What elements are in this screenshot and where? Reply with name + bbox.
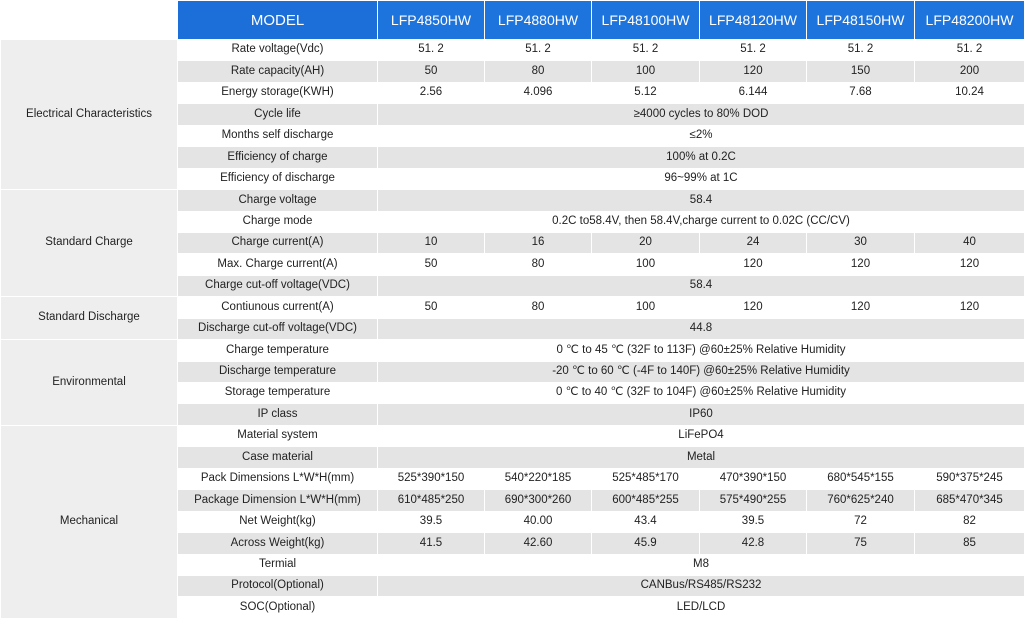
value-cell: 760*625*240 bbox=[807, 490, 915, 511]
group-label: Environmental bbox=[1, 340, 178, 426]
value-cell: 120 bbox=[807, 297, 915, 318]
value-cell: 100 bbox=[592, 254, 700, 275]
value-cell: 10 bbox=[378, 232, 485, 253]
value-cell: 120 bbox=[700, 297, 807, 318]
value-cell: 43.4 bbox=[592, 511, 700, 532]
parameter-label: Charge temperature bbox=[178, 340, 378, 361]
parameter-label: Energy storage(KWH) bbox=[178, 82, 378, 103]
parameter-label: Discharge temperature bbox=[178, 361, 378, 382]
value-cell: 30 bbox=[807, 232, 915, 253]
value-cell: 540*220*185 bbox=[485, 468, 592, 489]
table-row bbox=[1, 297, 1024, 318]
shared-value-cell: -20 ℃ to 60 ℃ (-4F to 140F) @60±25% Relative Humidity bbox=[378, 361, 1024, 382]
value-cell: 39.5 bbox=[378, 511, 485, 532]
value-cell: 120 bbox=[915, 254, 1024, 275]
value-cell: 80 bbox=[485, 61, 592, 82]
header-blank-cell bbox=[1, 1, 178, 40]
value-cell: 150 bbox=[807, 61, 915, 82]
group-label: Electrical Characteristics bbox=[1, 40, 178, 190]
parameter-label: SOC(Optional) bbox=[178, 597, 378, 619]
parameter-label: Months self discharge bbox=[178, 125, 378, 146]
value-cell: 610*485*250 bbox=[378, 490, 485, 511]
value-cell: 120 bbox=[807, 254, 915, 275]
parameter-label: Protocol(Optional) bbox=[178, 575, 378, 596]
parameter-label: Efficiency of discharge bbox=[178, 168, 378, 189]
shared-value-cell: 96~99% at 1C bbox=[378, 168, 1024, 189]
parameter-label: Rate voltage(Vdc) bbox=[178, 40, 378, 61]
value-cell: 51. 2 bbox=[378, 40, 485, 61]
shared-value-cell: ≤2% bbox=[378, 125, 1024, 146]
value-cell: 120 bbox=[700, 61, 807, 82]
parameter-label: Net Weight(kg) bbox=[178, 511, 378, 532]
group-label: Standard Discharge bbox=[1, 297, 178, 340]
value-cell: 2.56 bbox=[378, 82, 485, 103]
value-cell: 120 bbox=[700, 254, 807, 275]
shared-value-cell: CANBus/RS485/RS232 bbox=[378, 575, 1024, 596]
value-cell: 600*485*255 bbox=[592, 490, 700, 511]
value-cell: 590*375*245 bbox=[915, 468, 1024, 489]
parameter-label: Termial bbox=[178, 554, 378, 575]
value-cell: 16 bbox=[485, 232, 592, 253]
value-cell: 200 bbox=[915, 61, 1024, 82]
value-cell: 82 bbox=[915, 511, 1024, 532]
value-cell: 40.00 bbox=[485, 511, 592, 532]
parameter-label: Rate capacity(AH) bbox=[178, 61, 378, 82]
value-cell: 100 bbox=[592, 297, 700, 318]
value-cell: 100 bbox=[592, 61, 700, 82]
parameter-label: Charge current(A) bbox=[178, 232, 378, 253]
value-cell: 80 bbox=[485, 297, 592, 318]
value-cell: 10.24 bbox=[915, 82, 1024, 103]
parameter-label: Charge cut-off voltage(VDC) bbox=[178, 275, 378, 296]
value-cell: 51. 2 bbox=[592, 40, 700, 61]
shared-value-cell: 0.2C to58.4V, then 58.4V,charge current to 0.02C (CC/CV) bbox=[378, 211, 1024, 232]
value-cell: 685*470*345 bbox=[915, 490, 1024, 511]
value-cell: 50 bbox=[378, 297, 485, 318]
value-cell: 50 bbox=[378, 61, 485, 82]
parameter-label: Material system bbox=[178, 425, 378, 446]
parameter-label: Across Weight(kg) bbox=[178, 533, 378, 554]
variant-header-lfp48100hw: LFP48100HW bbox=[592, 1, 700, 40]
table-row bbox=[1, 190, 1024, 211]
shared-value-cell: IP60 bbox=[378, 404, 1024, 425]
parameter-label: Cycle life bbox=[178, 104, 378, 125]
model-header: MODEL bbox=[178, 1, 378, 40]
value-cell: 680*545*155 bbox=[807, 468, 915, 489]
shared-value-cell: 100% at 0.2C bbox=[378, 147, 1024, 168]
value-cell: 6.144 bbox=[700, 82, 807, 103]
spec-table-body bbox=[1, 40, 1024, 619]
shared-value-cell: 0 ℃ to 45 ℃ (32F to 113F) @60±25% Relative Humidity bbox=[378, 340, 1024, 361]
group-label: Mechanical bbox=[1, 425, 178, 618]
value-cell: 80 bbox=[485, 254, 592, 275]
shared-value-cell: M8 bbox=[378, 554, 1024, 575]
value-cell: 690*300*260 bbox=[485, 490, 592, 511]
value-cell: 20 bbox=[592, 232, 700, 253]
variant-header-lfp48120hw: LFP48120HW bbox=[700, 1, 807, 40]
parameter-label: Pack Dimensions L*W*H(mm) bbox=[178, 468, 378, 489]
value-cell: 41.5 bbox=[378, 533, 485, 554]
variant-header-lfp48150hw: LFP48150HW bbox=[807, 1, 915, 40]
value-cell: 7.68 bbox=[807, 82, 915, 103]
shared-value-cell: 0 ℃ to 40 ℃ (32F to 104F) @60±25% Relative Humidity bbox=[378, 383, 1024, 404]
value-cell: 39.5 bbox=[700, 511, 807, 532]
table-row bbox=[1, 425, 1024, 446]
value-cell: 51. 2 bbox=[915, 40, 1024, 61]
shared-value-cell: LED/LCD bbox=[378, 597, 1024, 619]
variant-header-lfp48200hw: LFP48200HW bbox=[915, 1, 1024, 40]
value-cell: 120 bbox=[915, 297, 1024, 318]
parameter-label: Case material bbox=[178, 447, 378, 468]
shared-value-cell: ≥4000 cycles to 80% DOD bbox=[378, 104, 1024, 125]
value-cell: 51. 2 bbox=[485, 40, 592, 61]
value-cell: 470*390*150 bbox=[700, 468, 807, 489]
shared-value-cell: 58.4 bbox=[378, 190, 1024, 211]
variant-header-lfp4850hw: LFP4850HW bbox=[378, 1, 485, 40]
value-cell: 51. 2 bbox=[700, 40, 807, 61]
shared-value-cell: Metal bbox=[378, 447, 1024, 468]
parameter-label: IP class bbox=[178, 404, 378, 425]
value-cell: 5.12 bbox=[592, 82, 700, 103]
group-label: Standard Charge bbox=[1, 190, 178, 297]
value-cell: 51. 2 bbox=[807, 40, 915, 61]
value-cell: 75 bbox=[807, 533, 915, 554]
value-cell: 50 bbox=[378, 254, 485, 275]
shared-value-cell: 44.8 bbox=[378, 318, 1024, 339]
value-cell: 575*490*255 bbox=[700, 490, 807, 511]
parameter-label: Efficiency of charge bbox=[178, 147, 378, 168]
shared-value-cell: LiFePO4 bbox=[378, 425, 1024, 446]
shared-value-cell: 58.4 bbox=[378, 275, 1024, 296]
value-cell: 525*485*170 bbox=[592, 468, 700, 489]
value-cell: 85 bbox=[915, 533, 1024, 554]
value-cell: 72 bbox=[807, 511, 915, 532]
value-cell: 24 bbox=[700, 232, 807, 253]
value-cell: 40 bbox=[915, 232, 1024, 253]
value-cell: 42.60 bbox=[485, 533, 592, 554]
value-cell: 42.8 bbox=[700, 533, 807, 554]
parameter-label: Max. Charge current(A) bbox=[178, 254, 378, 275]
parameter-label: Package Dimension L*W*H(mm) bbox=[178, 490, 378, 511]
header-row bbox=[1, 1, 1024, 40]
parameter-label: Discharge cut-off voltage(VDC) bbox=[178, 318, 378, 339]
variant-header-lfp4880hw: LFP4880HW bbox=[485, 1, 592, 40]
table-row bbox=[1, 40, 1024, 61]
table-row bbox=[1, 340, 1024, 361]
value-cell: 45.9 bbox=[592, 533, 700, 554]
value-cell: 525*390*150 bbox=[378, 468, 485, 489]
parameter-label: Charge voltage bbox=[178, 190, 378, 211]
value-cell: 4.096 bbox=[485, 82, 592, 103]
parameter-label: Contiunous current(A) bbox=[178, 297, 378, 318]
parameter-label: Charge mode bbox=[178, 211, 378, 232]
parameter-label: Storage temperature bbox=[178, 383, 378, 404]
